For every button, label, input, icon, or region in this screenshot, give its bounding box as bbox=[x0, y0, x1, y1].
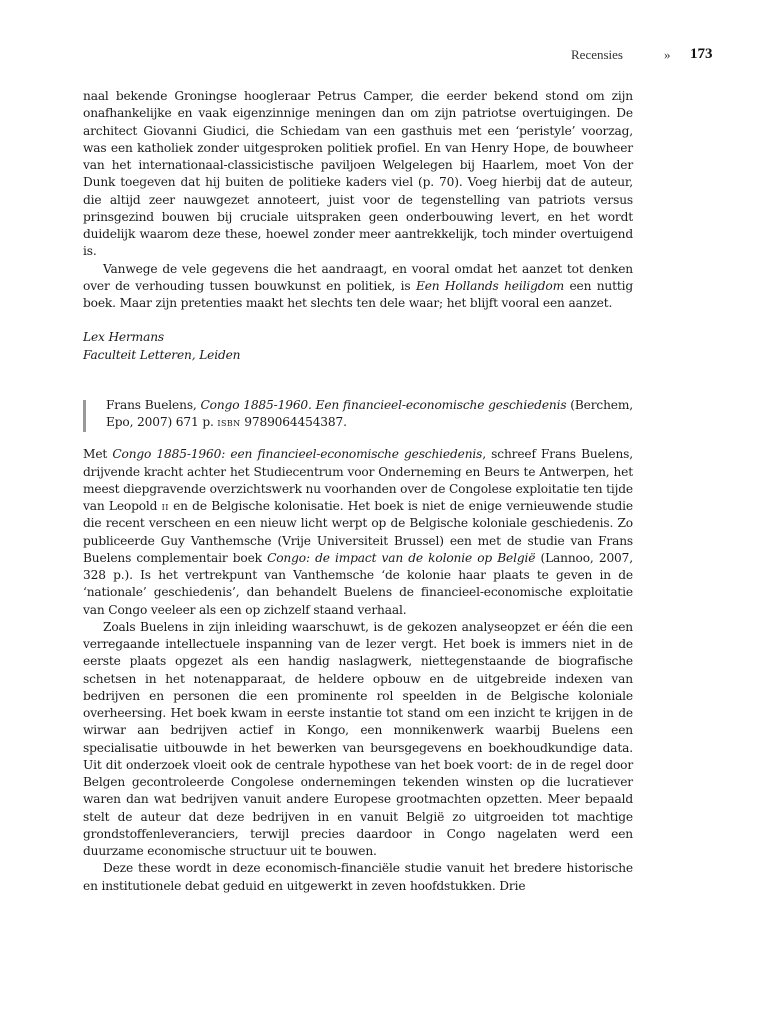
review-header bbox=[83, 397, 633, 432]
text-run: , schreef Frans Buelens, drijvende kracht achter het Studiecentrum voor Onderneming en Beurs te Antwerpen, het meest diepgravende overzichtswerk nu voorhanden over de Congolese exploitatie ten tijde van Leopold bbox=[83, 447, 633, 513]
text-run: Met bbox=[83, 447, 113, 462]
page-number: 173 bbox=[690, 46, 713, 62]
header-bar bbox=[83, 400, 86, 432]
roman-numeral: ii bbox=[161, 500, 169, 513]
book-title: Congo 1885-1960. Een financieel-economische geschiedenis bbox=[200, 397, 567, 412]
isbn-number: 9789064454387. bbox=[240, 415, 347, 429]
book-publisher: (Berchem, Epo, 2007) 671 p. bbox=[106, 397, 633, 429]
reviewer-affiliation: Faculteit Letteren, Leiden bbox=[83, 347, 241, 362]
review-paragraph-2: Zoals Buelens in zijn inleiding waarschuwt, is de gekozen analyseopzet er één die een verregaande intellectuele inspanning van de lezer vergt. Het boek is immers niet in de eerste plaats opgezet als een handig naslagwerk, niettegenstaande de biografische schetsen in het notenapparaat, de heldere opbouw en de uitgebreide indexen van bedrijven en personen die een prominente rol speelden in de Belgische koloniale overheersing. Het boek kwam in eerste instantie tot stand om een inzicht te krijgen in de wirwar aan bedrijven actief in Kongo, een monnikenwerk waarbij Buelens een specialisatie uitbouwde in het bewerken van beursgegevens en boekhoudkundige data. Uit dit onderzoek vloeit ook de centrale hypothese van het boek voort: de in de regel door Belgen gecontroleerde Congolese ondernemingen tekenden winsten op die lucratiever waren dan wat bedrijven vanuit andere Europese grootmachten opzetten. Meer bepaald stelt de auteur dat deze bedrijven in en vanuit België zo uitgroeiden tot machtige grondstoffenleveranciers, terwijl precies daardoor in Congo nagelaten werd een duurzame economische structuur uit te bouwen. bbox=[83, 619, 633, 858]
text-run: en de Belgische kolonisatie. Het boek is niet de enige vernieuwende studie die recent verscheen en een nieuw licht werpt op de Belgische koloniale geschiedenis. Zo publiceerde Guy Vanthemsche (Vrije Universiteit Brussel) een met de studie van Frans Buelens complementair boek bbox=[83, 499, 633, 565]
text-run: (Lannoo, 2007, 328 p.). Is het vertrekpunt van Vanthemsche ‘de kolonie haar plaats te geven in de ‘nationale’ geschiedenis’, dan behandelt Buelens de financieel-economische exploitatie van Congo veeleer als een op zichzelf staand verhaal. bbox=[83, 550, 633, 617]
review-paragraph-3: Deze these wordt in deze economisch-financiële studie vanuit het bredere historische en institutionele debat geduid en uitgewerkt in zeven hoofdstukken. Drie bbox=[83, 861, 633, 893]
isbn-label: isbn bbox=[217, 416, 241, 429]
book-title-italic: Een Hollands heiligdom bbox=[415, 278, 564, 293]
paragraph-continued: naal bekende Groningse hoogleraar Petrus Camper, die eerder bekend stond om zijn onafhankelijke en vaak eigenzinnige meningen dan om zijn patriotse overtuigingen. De architect Giovanni Giudici, die Schiedam van een gasthuis met een ‘peristyle’ voorzag, was een katholiek zonder uitgesproken politiek profiel. En van Henry Hope, de bouwheer van het internationaal-classicistische paviljoen Welgelegen bij Haarlem, moet Von der Dunk toegeven dat hij buiten de politieke kaders viel (p. 70). Voeg hierbij dat de auteur, die altijd zeer nauwgezet annoteert, juist voor de tegenstelling van patriots versus prinsgezind bouwen bij cruciale uitspraken geen onderbouwing levert, en het wordt duidelijk waarom deze these, hoewel zonder meer aantrekkelijk, toch minder overtuigend is. bbox=[83, 89, 633, 259]
bibliographic-entry bbox=[106, 397, 633, 432]
section-title: Recensies bbox=[571, 47, 623, 62]
book-title-italic: Congo: de impact van de kolonie op België bbox=[267, 550, 536, 565]
text-run: Vanwege de vele gegevens die het aandraagt, en vooral omdat het aanzet tot denken over de verhouding tussen bouwkunst en politiek, is bbox=[83, 261, 633, 293]
reviewer-signature bbox=[83, 329, 633, 364]
book-title-italic: Congo 1885-1960: een financieel-economische geschiedenis bbox=[112, 447, 483, 462]
text-run: een nuttig boek. Maar zijn pretenties maakt het slechts ten dele waar; het blijft vooral een aanzet. bbox=[83, 278, 634, 310]
reviewer-name: Lex Hermans bbox=[83, 330, 164, 345]
paragraph-conclusion bbox=[83, 261, 633, 313]
book-author: Frans Buelens, bbox=[106, 397, 201, 412]
separator-glyph: » bbox=[664, 47, 671, 62]
running-head bbox=[0, 46, 768, 66]
review-paragraph-1 bbox=[83, 446, 633, 619]
body-text bbox=[83, 88, 633, 895]
